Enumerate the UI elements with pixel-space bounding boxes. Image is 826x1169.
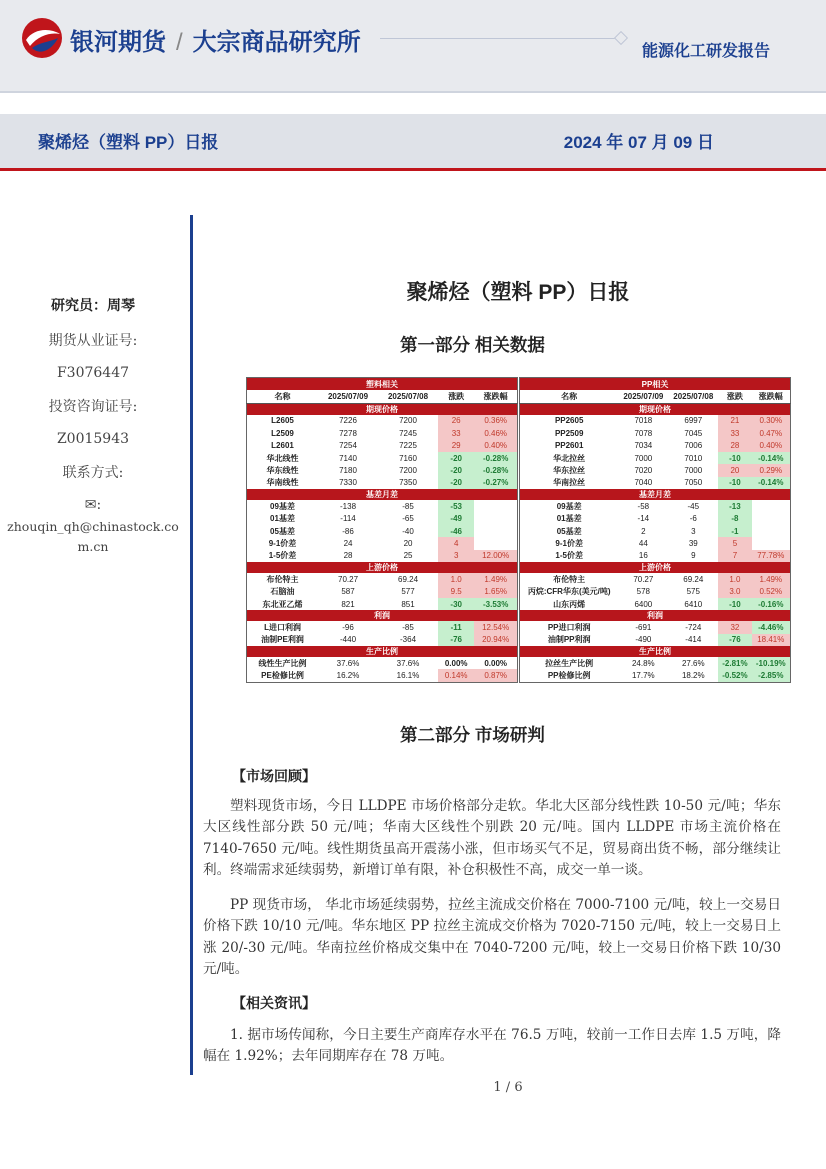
section-row [520, 610, 791, 621]
value-cell: -45 [687, 501, 700, 511]
table-row [247, 500, 518, 512]
row-name-cell: 05基差 [556, 526, 582, 536]
value-cell: 39 [688, 538, 698, 548]
section-label: 基差月差 [520, 489, 791, 500]
value-cell: -138 [340, 501, 357, 511]
value-cell: -8 [718, 513, 751, 525]
row-name-cell: 华东拉丝 [553, 466, 586, 476]
value-cell: 28 [718, 440, 751, 452]
row-name-cell: L2601 [271, 441, 294, 451]
value-cell: 7000 [634, 453, 653, 463]
value-cell: 27.6% [681, 658, 705, 668]
value-cell: 7045 [684, 428, 703, 438]
row-name-cell: PP进口利润 [547, 622, 591, 632]
column-header: 名称 [520, 390, 619, 403]
divider [0, 91, 826, 93]
table-row [520, 657, 791, 669]
section-row [520, 646, 791, 657]
value-cell: 26 [438, 415, 474, 427]
row-name-cell: PP2509 [554, 428, 584, 438]
table-row [520, 513, 791, 525]
row-name-cell: 05基差 [270, 526, 295, 536]
value-cell: -114 [340, 514, 356, 524]
value-cell: 7200 [399, 466, 417, 476]
section-row [520, 489, 791, 500]
row-name-cell: PP2601 [554, 441, 584, 451]
section-row [247, 562, 518, 573]
value-cell: -2.85% [752, 669, 791, 682]
value-cell: 16 [638, 551, 648, 561]
column-header: 2025/07/08 [378, 390, 438, 403]
value-cell: -3.53% [474, 598, 517, 610]
row-name-cell: 01基差 [270, 514, 295, 524]
row-name-cell: 01基差 [556, 514, 582, 524]
row-name-cell: 石脑油 [270, 587, 295, 597]
divider [0, 168, 826, 171]
value-cell: 37.6% [336, 658, 360, 668]
value-cell: 77.78% [752, 550, 791, 562]
table-row [247, 440, 518, 452]
value-cell: -76 [438, 634, 474, 646]
value-cell: 20 [403, 538, 413, 548]
value-cell: -85 [402, 622, 414, 632]
report-type: 能源化工研发报告 [641, 43, 770, 60]
value-cell: 21 [718, 415, 751, 427]
table-row [520, 669, 791, 682]
value-cell: 0.40% [474, 440, 517, 452]
value-cell: -440 [340, 635, 357, 645]
value-cell: -13 [718, 500, 751, 512]
table-row [247, 598, 518, 610]
paragraph: PP 现货市场， 华北市场延续弱势，拉丝主流成交价格在 7000-7100 元/吨，较上一交易日价格下跌 10/10 元/吨。华东地区 PP 拉丝主流成交价格为 7020-7150 元/吨，较上一交易日上涨 20/-30 元/吨。华南拉丝价格成交集中在 7040-7200 元/吨，较上一交易日价格下跌 10/30 元/吨。 [203, 897, 781, 978]
value-cell: 16.2% [336, 671, 360, 681]
value-cell: 578 [636, 587, 651, 597]
table-row [247, 550, 518, 562]
value-cell: 44 [638, 538, 648, 548]
table-row [247, 585, 518, 597]
table-row [520, 537, 791, 549]
value-cell: 7000 [684, 466, 703, 476]
value-cell: -691 [635, 622, 652, 632]
section-label: 利润 [520, 610, 791, 621]
value-cell: 1.0 [438, 573, 474, 585]
row-name-cell: PP2605 [554, 416, 584, 426]
value-cell: 7225 [399, 441, 417, 451]
consult-label: 投资咨询证号: [48, 399, 138, 415]
value-cell [752, 500, 791, 512]
value-cell: 3 [691, 526, 696, 536]
value-cell: 69.24 [398, 574, 419, 584]
value-cell [752, 513, 791, 525]
decorative-line [380, 38, 620, 39]
value-cell: 5 [718, 537, 751, 549]
divider: / [176, 29, 183, 56]
value-cell: 0.52% [752, 585, 791, 597]
value-cell: 7034 [634, 441, 653, 451]
table-row [520, 573, 791, 585]
value-cell: 0.87% [474, 669, 517, 682]
value-cell: -0.27% [474, 477, 517, 489]
value-cell: -0.28% [474, 464, 517, 476]
value-cell: 17.7% [631, 671, 655, 681]
value-cell: -40 [402, 526, 414, 536]
value-cell: 12.54% [474, 621, 517, 633]
value-cell: 32 [718, 621, 751, 633]
value-cell: 0.46% [474, 427, 517, 439]
row-name-cell: PP检修比例 [547, 671, 591, 681]
value-cell: 7140 [339, 453, 357, 463]
row-name-cell: 线性生产比例 [258, 658, 307, 668]
page-header [0, 0, 826, 92]
title-bar [0, 114, 826, 168]
value-cell: 0.29% [752, 464, 791, 476]
table-row [247, 427, 518, 439]
row-name-cell: 华北线性 [266, 453, 299, 463]
table-row [520, 525, 791, 537]
value-cell [752, 525, 791, 537]
value-cell [474, 500, 517, 512]
value-cell: 6410 [684, 599, 703, 609]
column-header: 名称 [247, 390, 319, 403]
value-cell: -0.14% [752, 477, 791, 489]
table-row [247, 452, 518, 464]
table-row [247, 634, 518, 646]
value-cell: -14 [637, 514, 650, 524]
table-row [520, 585, 791, 597]
value-cell: -414 [685, 635, 702, 645]
report-name: 聚烯烃（塑料 PP）日报 [38, 133, 219, 152]
author: 研究员：周琴 [51, 297, 135, 313]
value-cell: 0.30% [752, 415, 791, 427]
table-title: 塑料相关 [247, 378, 518, 391]
value-cell: 0.00% [484, 658, 508, 668]
column-header: 2025/07/09 [618, 390, 668, 403]
value-cell: 7254 [339, 441, 357, 451]
value-cell: 0.14% [438, 669, 474, 682]
row-name-cell: 丙烷:CFR华东(美元/吨) [527, 587, 611, 597]
row-name-cell: L2509 [271, 428, 294, 438]
value-cell: 575 [686, 587, 700, 597]
value-cell: 0.36% [474, 415, 517, 427]
row-name-cell: 油制PP利润 [547, 635, 591, 645]
page-number: 1 / 6 [493, 1080, 523, 1095]
value-cell: 587 [341, 587, 355, 597]
value-cell: 16.1% [396, 671, 420, 681]
value-cell: -85 [402, 501, 414, 511]
table-row [520, 464, 791, 476]
value-cell: 1.49% [752, 573, 791, 585]
value-cell: -10 [718, 477, 751, 489]
value-cell: 7018 [634, 416, 653, 426]
table-title-row [520, 378, 791, 391]
license-label: 期货从业证号: [48, 333, 138, 349]
row-name-cell: 布伦特主 [553, 574, 586, 584]
value-cell: 3 [438, 550, 474, 562]
value-cell: 1.49% [474, 573, 517, 585]
section-row [247, 610, 518, 621]
table-header-row [247, 390, 518, 403]
galaxy-logo-icon [20, 16, 64, 60]
value-cell: -10 [718, 598, 751, 610]
section-label: 期现价格 [520, 403, 791, 415]
value-cell: 20 [718, 464, 751, 476]
value-cell: 7245 [399, 428, 417, 438]
table-row [520, 427, 791, 439]
value-cell: 0.40% [752, 440, 791, 452]
value-cell: 7350 [399, 478, 417, 488]
section-row [247, 646, 518, 657]
paragraph: 塑料现货市场，今日 LLDPE 市场价格部分走软。华北大区部分线性跌 10-50 元/吨；华东大区线性部分跌 50 元/吨；华南大区线性个别跌 20 元/吨。国内 LLDPE 市场主流价格在 7140-7650 元/吨。线性期货虽高开震荡小涨，但市场买气不足，贸易商出货不畅，部分继续让利。终端需求延续弱势，新增订单有限，补仓积极性不高，成交一单一谈。 [203, 798, 781, 879]
value-cell: 7330 [339, 478, 357, 488]
value-cell: -4.46% [752, 621, 791, 633]
sidebar-divider [190, 215, 193, 1075]
value-cell: 821 [341, 599, 355, 609]
value-cell: 2 [641, 526, 646, 536]
section-label: 期现价格 [247, 403, 518, 415]
value-cell: 7 [718, 550, 751, 562]
table-row [247, 464, 518, 476]
value-cell: -49 [438, 513, 474, 525]
table-row [520, 500, 791, 512]
table-row [247, 657, 518, 669]
section-label: 生产比例 [247, 646, 518, 657]
value-cell: -6 [689, 514, 697, 524]
value-cell: 851 [401, 599, 415, 609]
value-cell: 69.24 [683, 574, 704, 584]
value-cell: -53 [438, 500, 474, 512]
value-cell [474, 537, 517, 549]
row-name-cell: 9-1价差 [268, 538, 297, 548]
value-cell: -58 [637, 501, 650, 511]
section-label: 基差月差 [247, 489, 518, 500]
value-cell: -86 [342, 526, 354, 536]
column-header: 2025/07/08 [668, 390, 718, 403]
table-row [247, 537, 518, 549]
section-label: 上游价格 [520, 562, 791, 573]
value-cell: 4 [438, 537, 474, 549]
value-cell: 28 [343, 551, 353, 561]
value-cell: 70.27 [633, 574, 654, 584]
section-row [520, 562, 791, 573]
row-name-cell: 09基差 [270, 501, 295, 511]
value-cell: -0.14% [752, 452, 791, 464]
value-cell: 7020 [634, 466, 653, 476]
section-row [520, 403, 791, 415]
row-name-cell: L进口利润 [264, 622, 301, 632]
table-row [520, 550, 791, 562]
row-name-cell: 华南线性 [266, 478, 299, 488]
value-cell: -20 [438, 452, 474, 464]
table-row [247, 477, 518, 489]
row-name-cell: 1-5价差 [555, 551, 583, 561]
row-name-cell: 华东线性 [266, 466, 299, 476]
value-cell: 7078 [634, 428, 653, 438]
value-cell: 3.0 [718, 585, 751, 597]
section-row [247, 489, 518, 500]
row-name-cell: 华北拉丝 [553, 453, 586, 463]
column-header: 涨跌 [718, 390, 751, 403]
value-cell: -490 [635, 635, 652, 645]
table-row [247, 513, 518, 525]
row-name-cell: 9-1价差 [555, 538, 583, 548]
value-cell: -364 [400, 635, 417, 645]
org-name [70, 22, 361, 57]
value-cell: -20 [438, 477, 474, 489]
license-number: F3076447 [56, 365, 130, 381]
table-title-row [247, 378, 518, 391]
value-cell: 7226 [339, 416, 357, 426]
value-cell: 29 [438, 440, 474, 452]
table-row [247, 415, 518, 427]
value-cell: -10.19% [752, 657, 791, 669]
value-cell: 6400 [634, 599, 653, 609]
news-heading: 【相关资讯】 [232, 996, 316, 1012]
value-cell: 7010 [684, 453, 703, 463]
table-row [247, 573, 518, 585]
table-row [247, 621, 518, 633]
section-label: 利润 [247, 610, 518, 621]
value-cell: -76 [718, 634, 751, 646]
value-cell: -96 [342, 622, 354, 632]
column-header: 2025/07/09 [318, 390, 378, 403]
table-row [247, 525, 518, 537]
value-cell: -20 [438, 464, 474, 476]
section-heading: 第二部分 市场研判 [400, 725, 545, 745]
value-cell: -1 [718, 525, 751, 537]
value-cell: 9 [691, 551, 696, 561]
section-label: 上游价格 [247, 562, 518, 573]
row-name-cell: 山东丙烯 [553, 599, 586, 609]
value-cell: 24.8% [631, 658, 655, 668]
value-cell: -0.52% [718, 669, 751, 682]
table-row [520, 477, 791, 489]
consult-number: Z0015943 [56, 431, 130, 447]
value-cell: 12.00% [474, 550, 517, 562]
table-row [520, 634, 791, 646]
author-sidebar [0, 295, 186, 572]
table-title: PP相关 [520, 378, 791, 391]
value-cell: 7278 [339, 428, 357, 438]
pe-data-table [246, 377, 518, 683]
table-row [520, 452, 791, 464]
email-link[interactable]: zhouqin_qh@chinastock.com.cn [7, 519, 179, 554]
value-cell: 7050 [684, 478, 703, 488]
section-label: 生产比例 [520, 646, 791, 657]
value-cell: -0.28% [474, 452, 517, 464]
value-cell: 7006 [684, 441, 703, 451]
row-name-cell: L2605 [271, 416, 294, 426]
value-cell: -724 [685, 622, 702, 632]
value-cell [474, 525, 517, 537]
value-cell: -10 [718, 452, 751, 464]
row-name-cell: 布伦特主 [266, 574, 299, 584]
value-cell: -2.81% [718, 657, 751, 669]
paragraph: 1. 据市场传闻称，今日主要生产商库存水平在 76.5 万吨，较前一工作日去库 1.5 万吨，降幅在 1.92%；去年同期库存在 78 万吨。 [203, 1027, 781, 1065]
value-cell: 18.41% [752, 634, 791, 646]
row-name-cell: 东北亚乙烯 [262, 599, 303, 609]
value-cell [752, 537, 791, 549]
table-row [520, 621, 791, 633]
section-heading: 第一部分 相关数据 [400, 335, 545, 355]
table-row [520, 415, 791, 427]
column-header: 涨跌 [438, 390, 474, 403]
table-header-row [520, 390, 791, 403]
value-cell: 20.94% [474, 634, 517, 646]
value-cell: -0.16% [752, 598, 791, 610]
value-cell: 0.00% [444, 658, 468, 668]
row-name-cell: PE检修比例 [261, 671, 304, 681]
column-header: 涨跌幅 [474, 390, 517, 403]
row-name-cell: 油制PE利润 [261, 635, 304, 645]
contact-label: 联系方式: [62, 465, 124, 481]
review-heading: 【市场回顾】 [232, 769, 316, 785]
value-cell: 70.27 [338, 574, 359, 584]
value-cell: -46 [438, 525, 474, 537]
pp-data-table [519, 377, 791, 683]
value-cell: 33 [718, 427, 751, 439]
value-cell [474, 513, 517, 525]
value-cell: 7040 [634, 478, 653, 488]
value-cell: 18.2% [681, 671, 705, 681]
value-cell: 1.0 [718, 573, 751, 585]
value-cell: 33 [438, 427, 474, 439]
row-name-cell: 华南拉丝 [553, 478, 586, 488]
column-header: 涨跌幅 [752, 390, 791, 403]
value-cell: 6997 [684, 416, 703, 426]
value-cell: 0.47% [752, 427, 791, 439]
table-row [520, 598, 791, 610]
brand-name: 银河期货 [70, 29, 166, 56]
value-cell: 7200 [399, 416, 417, 426]
institute-name: 大宗商品研究所 [192, 29, 361, 56]
value-cell: 25 [403, 551, 413, 561]
row-name-cell: 1-5价差 [268, 551, 297, 561]
section-row [247, 403, 518, 415]
value-cell: -30 [438, 598, 474, 610]
value-cell: 577 [401, 587, 415, 597]
value-cell: -11 [438, 621, 474, 633]
value-cell: 1.65% [474, 585, 517, 597]
row-name-cell: 拉丝生产比例 [545, 658, 594, 668]
row-name-cell: 09基差 [556, 501, 582, 511]
report-date: 2024 年 07 月 09 日 [563, 133, 714, 152]
table-row [247, 669, 518, 682]
value-cell: 7180 [339, 466, 357, 476]
mail-icon: ✉: [84, 497, 102, 513]
value-cell: -65 [402, 514, 414, 524]
value-cell: 24 [343, 538, 353, 548]
table-row [520, 440, 791, 452]
page-title: 聚烯烃（塑料 PP）日报 [406, 281, 630, 304]
value-cell: 9.5 [438, 585, 474, 597]
value-cell: 7160 [399, 453, 417, 463]
value-cell: 37.6% [396, 658, 420, 668]
